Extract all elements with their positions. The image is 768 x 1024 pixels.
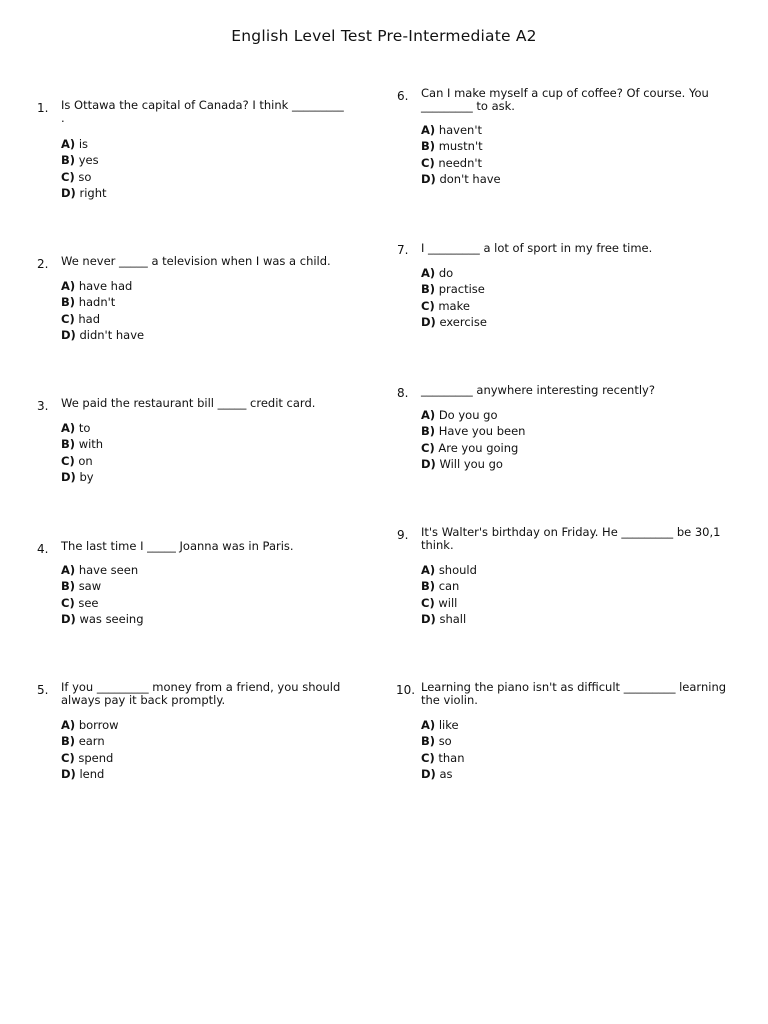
option-text: on	[78, 453, 93, 468]
option-letter: D)	[61, 185, 76, 200]
option-letter: C)	[421, 155, 435, 170]
option-letter: A)	[421, 563, 436, 577]
option-a[interactable]	[61, 717, 119, 733]
option-letter: A)	[421, 718, 436, 732]
question-number: 9.	[397, 528, 409, 542]
question-10	[397, 681, 742, 791]
option-text: can	[438, 579, 460, 594]
option-letter: A)	[61, 279, 76, 293]
option-b[interactable]	[421, 281, 487, 297]
question-stem: The last time I _____ Joanna was in Paris.	[61, 539, 294, 553]
option-c[interactable]	[421, 440, 525, 456]
question-5	[37, 681, 367, 791]
option-letter: D)	[421, 314, 436, 329]
option-b[interactable]	[61, 294, 144, 310]
option-b[interactable]	[61, 152, 107, 168]
question-6	[397, 87, 742, 197]
answer-options	[61, 278, 144, 343]
option-text: exercise	[439, 314, 487, 329]
option-text: so	[438, 734, 452, 749]
option-text: don't have	[439, 171, 501, 186]
option-letter: C)	[61, 311, 75, 326]
option-c[interactable]	[61, 595, 144, 611]
option-c[interactable]	[61, 453, 103, 469]
option-text: earn	[78, 734, 105, 749]
option-c[interactable]	[61, 311, 144, 327]
option-letter: D)	[61, 327, 76, 342]
question-number: 3.	[37, 399, 49, 413]
option-text: was seeing	[79, 611, 144, 626]
option-letter: D)	[421, 766, 436, 781]
option-text: like	[438, 718, 459, 732]
option-text: so	[78, 169, 92, 184]
option-c[interactable]	[421, 750, 465, 766]
question-stem: I _________ a lot of sport in my free time.	[421, 241, 653, 255]
option-text: haven't	[438, 123, 482, 137]
option-a[interactable]	[421, 265, 487, 281]
option-letter: D)	[421, 171, 436, 186]
option-d[interactable]	[421, 611, 477, 627]
option-letter: A)	[61, 718, 76, 732]
option-a[interactable]	[61, 136, 107, 152]
option-letter: B)	[61, 734, 76, 749]
option-letter: B)	[421, 734, 436, 749]
option-letter: C)	[61, 595, 75, 610]
question-2	[37, 255, 367, 355]
option-b[interactable]	[421, 423, 525, 439]
option-letter: C)	[61, 169, 75, 184]
option-text: have seen	[78, 563, 139, 577]
option-a[interactable]	[421, 562, 477, 578]
answer-options	[421, 122, 501, 187]
question-stem: We never _____ a television when I was a child.	[61, 254, 331, 268]
option-text: make	[438, 298, 470, 313]
option-letter: D)	[61, 469, 76, 484]
question-stem: We paid the restaurant bill _____ credit card.	[61, 396, 316, 410]
option-a[interactable]	[61, 562, 144, 578]
option-b[interactable]	[421, 578, 477, 594]
option-letter: B)	[421, 424, 436, 439]
answer-options	[421, 562, 477, 627]
option-letter: A)	[61, 563, 76, 577]
option-letter: C)	[421, 298, 435, 313]
option-c[interactable]	[421, 298, 487, 314]
question-number: 1.	[37, 101, 49, 115]
option-c[interactable]	[61, 750, 119, 766]
option-letter: B)	[421, 139, 436, 154]
option-letter: B)	[421, 282, 436, 297]
question-1	[37, 99, 367, 209]
option-c[interactable]	[421, 595, 477, 611]
option-letter: B)	[61, 579, 76, 594]
option-text: yes	[78, 153, 99, 168]
option-text: see	[78, 595, 99, 610]
option-text: spend	[78, 750, 114, 765]
option-a[interactable]	[421, 122, 501, 138]
option-text: to	[78, 421, 91, 435]
answer-options	[421, 407, 525, 472]
option-text: hadn't	[78, 295, 116, 310]
option-letter: A)	[421, 408, 436, 422]
option-letter: B)	[61, 437, 76, 452]
option-d[interactable]	[421, 456, 525, 472]
option-d[interactable]	[61, 611, 144, 627]
option-letter: B)	[61, 295, 76, 310]
option-a[interactable]	[421, 717, 465, 733]
question-7	[397, 242, 742, 342]
option-letter: A)	[421, 266, 436, 280]
question-8	[397, 384, 742, 484]
option-b[interactable]	[61, 578, 144, 594]
option-text: than	[438, 750, 465, 765]
option-text: with	[78, 437, 104, 452]
option-text: borrow	[78, 718, 119, 732]
option-letter: B)	[61, 153, 76, 168]
option-a[interactable]	[61, 278, 144, 294]
answer-options	[421, 265, 487, 330]
option-letter: D)	[421, 456, 436, 471]
option-letter: D)	[61, 611, 76, 626]
option-text: Are you going	[438, 440, 519, 455]
question-number: 7.	[397, 243, 409, 257]
option-letter: C)	[61, 453, 75, 468]
answer-options	[61, 136, 107, 201]
option-text: right	[79, 185, 107, 200]
option-b[interactable]	[61, 733, 119, 749]
question-number: 5.	[37, 683, 49, 697]
option-text: Do you go	[438, 408, 498, 422]
option-letter: A)	[61, 137, 76, 151]
option-d[interactable]	[421, 766, 465, 782]
option-text: had	[78, 311, 100, 326]
option-text: lend	[79, 766, 105, 781]
question-stem: _________ anywhere interesting recently?	[421, 383, 655, 397]
option-d[interactable]	[61, 185, 107, 201]
option-text: shall	[439, 611, 467, 626]
option-d[interactable]	[421, 171, 501, 187]
question-number: 8.	[397, 386, 409, 400]
option-d[interactable]	[61, 469, 103, 485]
option-b[interactable]	[61, 436, 103, 452]
answer-options	[61, 420, 103, 485]
question-number: 2.	[37, 257, 49, 271]
option-d[interactable]	[421, 314, 487, 330]
option-text: practise	[438, 282, 485, 297]
option-text: saw	[78, 579, 102, 594]
question-number: 10.	[396, 683, 416, 697]
answer-options	[61, 717, 119, 782]
option-text: needn't	[438, 155, 483, 170]
question-3	[37, 397, 367, 497]
option-text: have had	[78, 279, 133, 293]
option-text: Have you been	[438, 424, 526, 439]
option-letter: D)	[421, 611, 436, 626]
question-stem: Can I make myself a cup of coffee? Of course. You _________ to ask.	[421, 86, 709, 113]
option-letter: D)	[61, 766, 76, 781]
option-letter: C)	[421, 440, 435, 455]
option-text: Will you go	[439, 456, 503, 471]
option-c[interactable]	[421, 155, 501, 171]
question-9	[397, 526, 742, 636]
question-4	[37, 540, 367, 640]
option-text: didn't have	[79, 327, 145, 342]
option-text: is	[78, 137, 88, 151]
option-b[interactable]	[421, 733, 465, 749]
option-letter: A)	[421, 123, 436, 137]
question-number: 6.	[397, 89, 409, 103]
option-d[interactable]	[61, 327, 144, 343]
option-text: do	[438, 266, 454, 280]
option-letter: C)	[421, 750, 435, 765]
option-letter: C)	[61, 750, 75, 765]
option-text: as	[439, 766, 453, 781]
option-b[interactable]	[421, 138, 501, 154]
option-c[interactable]	[61, 169, 107, 185]
option-a[interactable]	[61, 420, 103, 436]
question-stem: It's Walter's birthday on Friday. He _________ be 30,1 think.	[421, 525, 721, 552]
option-text: will	[438, 595, 458, 610]
answer-options	[61, 562, 144, 627]
question-stem: Learning the piano isn't as difficult _________ learning the violin.	[421, 680, 727, 707]
question-number: 4.	[37, 542, 49, 556]
option-text: by	[79, 469, 94, 484]
option-letter: A)	[61, 421, 76, 435]
option-a[interactable]	[421, 407, 525, 423]
option-d[interactable]	[61, 766, 119, 782]
answer-options	[421, 717, 465, 782]
option-text: mustn't	[438, 139, 483, 154]
question-stem: If you _________ money from a friend, you should always pay it back promptly.	[61, 680, 341, 707]
option-text: should	[438, 563, 477, 577]
option-letter: C)	[421, 595, 435, 610]
option-letter: B)	[421, 579, 436, 594]
question-stem: Is Ottawa the capital of Canada? I think _________ .	[61, 98, 344, 125]
page-title: English Level Test Pre-Intermediate A2	[231, 27, 537, 45]
